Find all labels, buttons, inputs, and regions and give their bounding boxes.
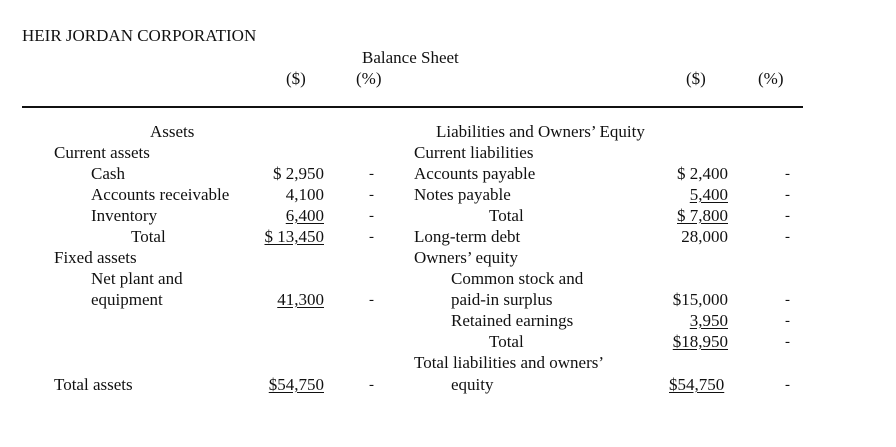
accounts-receivable-label: Accounts receivable — [91, 185, 230, 204]
accounts-payable-value: $ 2,400 — [677, 164, 728, 183]
owners-equity-label: Owners’ equity — [414, 248, 519, 267]
common-stock-value: $15,000 — [672, 290, 728, 309]
current-liabilities-total-label: Total — [489, 206, 524, 225]
current-assets-label: Current assets — [54, 143, 150, 162]
retained-earnings-value: 3,950 — [689, 311, 728, 330]
company-name: HEIR JORDAN CORPORATION — [22, 26, 257, 45]
pct-common-stock: - — [785, 292, 790, 308]
assets-dollar-header: ($) — [286, 69, 306, 88]
assets-heading: Assets — [150, 122, 195, 141]
net-plant-label-line2: equipment — [91, 290, 163, 309]
total-assets-label: Total assets — [54, 375, 133, 394]
current-assets-total-value: $ 13,450 — [264, 227, 324, 246]
current-liabilities-label: Current liabilities — [414, 143, 534, 162]
long-term-debt-value: 28,000 — [681, 227, 728, 246]
pct-notes-payable: - — [785, 187, 790, 203]
cash-label: Cash — [91, 164, 125, 183]
pct-accounts-payable: - — [785, 166, 790, 182]
pct-cash: - — [369, 166, 374, 182]
pct-inventory: - — [369, 208, 374, 224]
pct-total-assets: - — [369, 377, 374, 393]
owners-equity-total-value: $18,950 — [672, 332, 728, 351]
pct-total-liab-equity: - — [785, 377, 790, 393]
liab-pct-header: (%) — [758, 69, 784, 88]
cash-value: $ 2,950 — [273, 164, 324, 183]
statement-title: Balance Sheet — [362, 48, 459, 67]
pct-current-assets-total: - — [369, 229, 374, 245]
net-plant-label-line1: Net plant and — [91, 269, 183, 288]
pct-owners-equity-total: - — [785, 334, 790, 350]
pct-accounts-receivable: - — [369, 187, 374, 203]
accounts-receivable-value: 4,100 — [285, 185, 324, 204]
pct-net-plant: - — [369, 292, 374, 308]
total-liab-equity-value: $54,750 — [669, 375, 725, 394]
pct-long-term-debt: - — [785, 229, 790, 245]
pct-current-liabilities-total: - — [785, 208, 790, 224]
common-stock-label-line2: paid-in surplus — [451, 290, 553, 309]
pct-retained-earnings: - — [785, 313, 790, 329]
total-assets-value: $54,750 — [268, 375, 324, 394]
inventory-value: 6,400 — [285, 206, 324, 225]
current-assets-total-label: Total — [131, 227, 166, 246]
common-stock-label-line1: Common stock and — [451, 269, 584, 288]
notes-payable-label: Notes payable — [414, 185, 511, 204]
total-liab-equity-label-line1: Total liabilities and owners’ — [414, 353, 605, 372]
net-plant-value: 41,300 — [277, 290, 324, 309]
inventory-label: Inventory — [91, 206, 158, 225]
liabilities-heading: Liabilities and Owners’ Equity — [436, 122, 645, 141]
liab-dollar-header: ($) — [686, 69, 706, 88]
retained-earnings-label: Retained earnings — [451, 311, 574, 330]
notes-payable-value: 5,400 — [689, 185, 728, 204]
owners-equity-total-label: Total — [489, 332, 524, 351]
accounts-payable-label: Accounts payable — [414, 164, 536, 183]
total-liab-equity-label-line2: equity — [451, 375, 494, 394]
fixed-assets-label: Fixed assets — [54, 248, 137, 267]
long-term-debt-label: Long-term debt — [414, 227, 521, 246]
current-liabilities-total-value: $ 7,800 — [677, 206, 728, 225]
header-rule — [22, 106, 803, 108]
assets-pct-header: (%) — [356, 69, 382, 88]
